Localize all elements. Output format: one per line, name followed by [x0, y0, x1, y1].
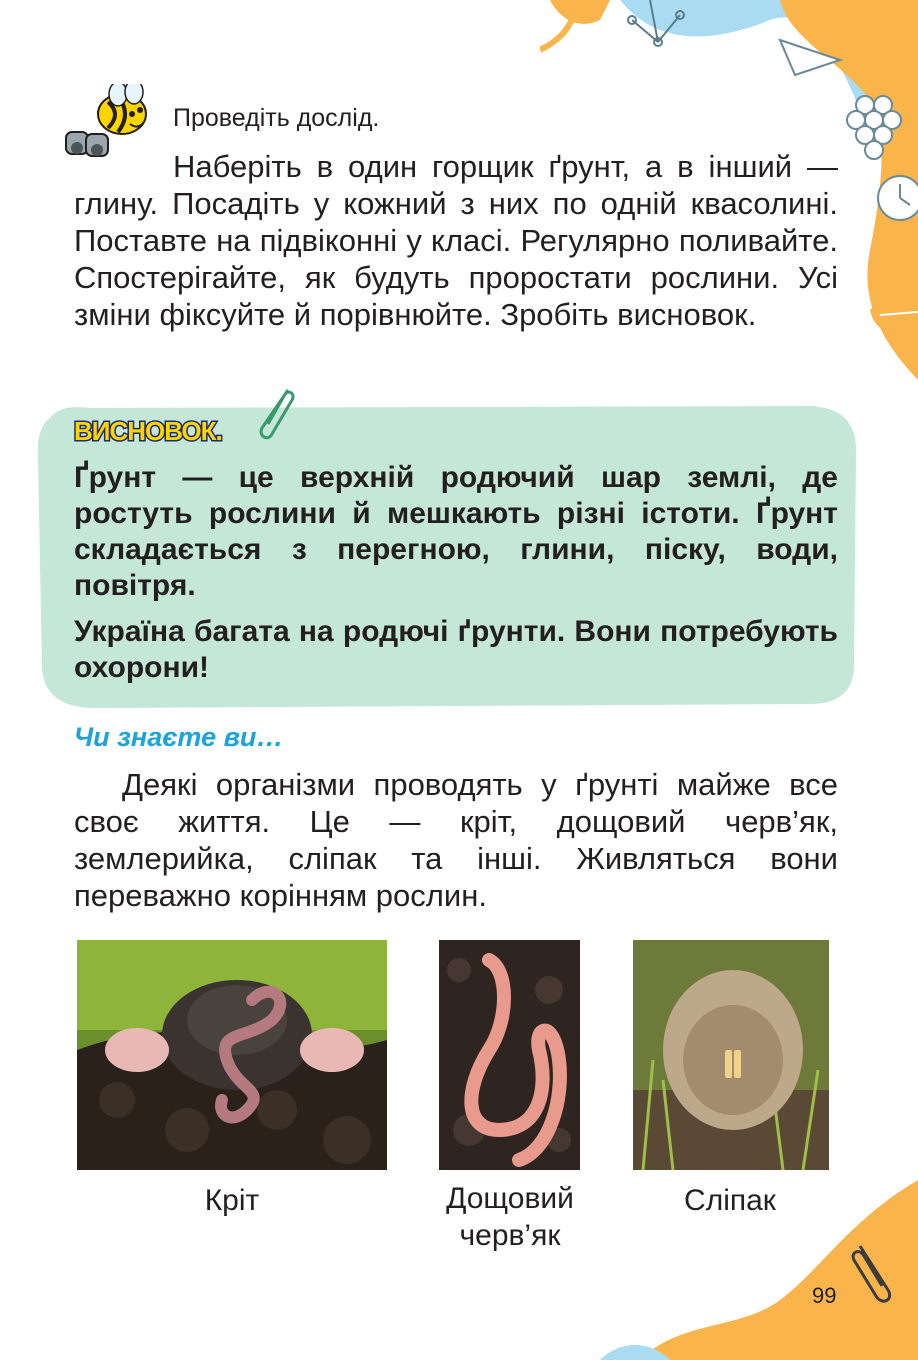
caption-blind-mole-rat: Сліпак — [684, 1184, 776, 1217]
experiment-text: Наберіть в один горщик ґрунт, а в інший — глину. Посадіть у кожний з них по одній квасолині. Поставте на підвіконні у класі. Регулярно поливайте. Спостерігайте, як будуть проростати рослини. Усі зміни фіксуйте й порівнюйте. Зробіть висновок. — [74, 149, 838, 332]
earthworm-photo — [439, 940, 580, 1170]
caption-mole: Кріт — [204, 1184, 260, 1217]
conclusion-badge — [72, 414, 242, 446]
caption-earthworm-line2: черв’як — [459, 1219, 561, 1252]
page-number: 99 — [812, 1283, 837, 1308]
conclusion-badge-text: ВИСНОВОК. — [74, 416, 222, 446]
conclusion-text-main: Ґрунт — це верхній родючий шар землі, де ростуть рослини й мешкають різні істоти. Ґрунт складається з перегною, глини, піску, води, повітря. — [74, 461, 838, 602]
paperclip-icon — [848, 1238, 898, 1308]
caption-earthworm-line1: Дощовий — [446, 1182, 574, 1215]
did-you-know-heading: Чи знаєте ви… — [74, 722, 284, 752]
experiment-title: Проведіть дослід. — [173, 104, 380, 132]
blind-mole-rat-photo — [633, 940, 829, 1170]
mole-photo — [77, 940, 387, 1170]
paperclip-small-icon — [254, 386, 298, 444]
did-you-know-text: Деякі організми проводять у ґрунті майже все своє життя. Це — кріт, дощовий черв’як, землерийка, сліпак та інші. Живляться вони переважно корінням рослин. — [74, 767, 838, 913]
conclusion-text-ukraine: Україна багата на родючі ґрунти. Вони потребують охорони! — [74, 615, 838, 684]
